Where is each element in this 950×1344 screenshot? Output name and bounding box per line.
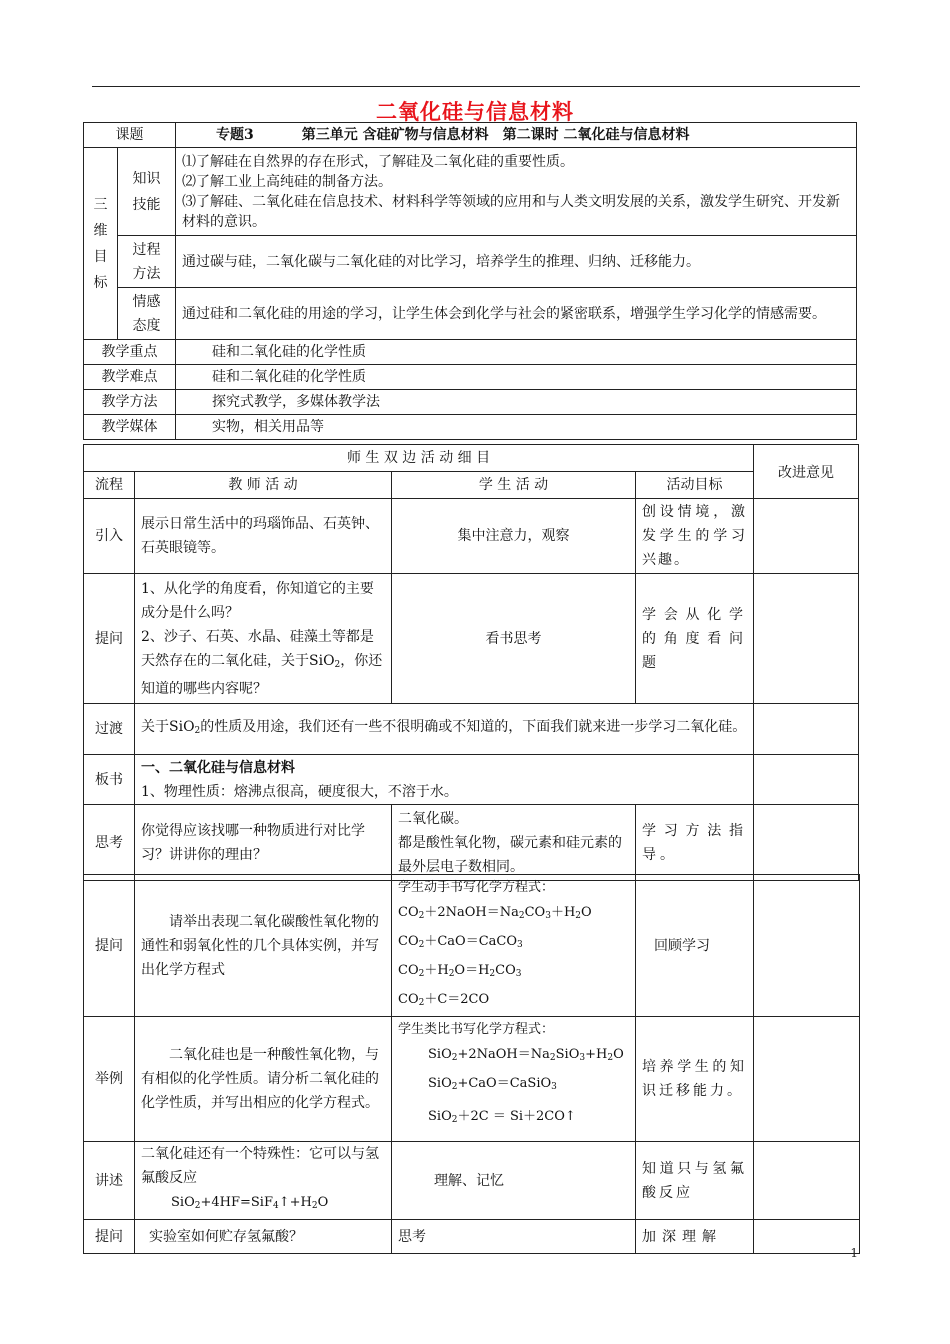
info-value: 探究式教学，多媒体教学法: [176, 390, 857, 415]
equation: $CO_2+H_2O=H_2CO_3$: [398, 963, 522, 979]
step-label: 提问: [84, 1220, 135, 1254]
teacher-activity: 你觉得应该找哪一种物质进行对比学习？讲讲你的理由？: [135, 805, 392, 881]
equation: $SiO_2+4HF=SiF_4↑+H_2O$: [171, 1195, 329, 1211]
col-teacher: 教 师 活 动: [135, 472, 392, 499]
student-activity: 思考: [392, 1220, 636, 1254]
col-flow: 流程: [84, 472, 135, 499]
goal-emotion-row: [84, 288, 857, 340]
page-title: 二氧化硅与信息材料: [376, 100, 574, 124]
student-intro: 学生动手书写化学方程式：: [398, 880, 555, 895]
activity-table: [83, 444, 859, 881]
activity-title: 师 生 双 边 活 动 细 目: [84, 445, 754, 472]
activity-goal: 知道只与氢氟酸反应: [636, 1142, 754, 1220]
step-label: 讲述: [84, 1142, 135, 1220]
info-label: 教学难点: [84, 365, 176, 390]
col-goal: 活动目标: [636, 472, 754, 499]
activity-row-board: [84, 755, 859, 805]
knowledge-label: 知识技能: [118, 148, 176, 236]
student-answer: 二氧化碳。: [398, 810, 468, 827]
board-content: [135, 755, 754, 805]
activity-goal: 创设情境，激发学生的学习兴趣。: [636, 499, 754, 574]
activity-goal: 回顾学习: [636, 875, 754, 1017]
board-heading: 一、二氧化硅与信息材料: [141, 759, 295, 776]
improve-cell: [754, 1142, 860, 1220]
improve-cell: [754, 704, 859, 755]
lesson-overview-table: [83, 122, 857, 440]
improve-cell: [754, 1220, 860, 1254]
activity-row-question-2: [84, 875, 860, 1017]
question-text: 2、沙子、石英、水晶、硅藻土等都是天然存在的二氧化硅，关于SiO: [141, 628, 374, 669]
process-text: 通过碳与硅，二氧化碳与二氧化硅的对比学习，培养学生的推理、归纳、迁移能力。: [176, 236, 857, 288]
activity-goal: 学会从化学的角度看问题: [636, 574, 754, 704]
activity-header-row: [84, 472, 859, 499]
knowledge-item: ⑵了解工业上高纯硅的制备方法。: [182, 173, 392, 190]
info-value: 实物，相关用品等: [176, 415, 857, 440]
student-intro: 学生类比书写化学方程式：: [398, 1022, 555, 1037]
improve-cell: [754, 875, 860, 1017]
knowledge-item: ⑶了解硅、二氧化硅在信息技术、材料科学等领域的应用和与人类文明发展的关系，激发学生研究、开发新材料的意识。: [182, 193, 840, 230]
header-rule: [92, 86, 860, 87]
student-activity: 集中注意力，观察: [392, 499, 636, 574]
improve-label: 改进意见: [754, 445, 859, 499]
improve-cell: [754, 574, 859, 704]
step-label: 举例: [84, 1017, 135, 1142]
teacher-text: 二氧化硅还有一个特殊性：它可以与氢氟酸反应: [141, 1146, 379, 1186]
equation: $CO_2+CaO=CaCO_3$: [398, 934, 523, 950]
goal-process-row: [84, 236, 857, 288]
improve-cell: [754, 499, 859, 574]
student-activity: 理解、记忆: [392, 1142, 636, 1220]
activity-goal: 培养学生的知识迁移能力。: [636, 1017, 754, 1142]
goals-group-label: 三维目标: [84, 148, 118, 340]
course-row: [84, 123, 857, 148]
step-label: 过渡: [84, 704, 135, 755]
equation: $SiO_2+2NaOH=Na_2SiO_3+H_2O$: [428, 1047, 624, 1063]
teacher-activity: 请举出表现二氧化碳酸性氧化物的通性和弱氧化性的几个具体实例，并写出化学方程式: [135, 875, 392, 1017]
activity-row-example: [84, 1017, 860, 1142]
activity-goal: 加深理解: [636, 1220, 754, 1254]
teacher-question: [141, 625, 385, 701]
knowledge-content: [176, 148, 857, 236]
teacher-activity: [135, 574, 392, 704]
info-label: 教学方法: [84, 390, 176, 415]
equation: SiO$_2$＋2C ＝ Si＋2CO↑: [428, 1109, 576, 1125]
improve-cell: [754, 805, 859, 881]
info-row: [84, 365, 857, 390]
activity-row-think: [84, 805, 859, 881]
info-label: 教学重点: [84, 340, 176, 365]
step-label: 思考: [84, 805, 135, 881]
activity-row-intro: [84, 499, 859, 574]
info-row: [84, 340, 857, 365]
activity-row-lecture: [84, 1142, 860, 1220]
course-topic: 专题3: [216, 127, 254, 143]
equation: $CO_2+C=2CO$: [398, 992, 490, 1008]
subscript: 2: [334, 659, 341, 670]
col-student: 学 生 活 动: [392, 472, 636, 499]
equation: SiO$_2$+CaO＝CaSiO$_3$: [428, 1076, 557, 1092]
step-label: 板书: [84, 755, 135, 805]
step-label: 提问: [84, 875, 135, 1017]
activity-table-continued: [83, 874, 860, 1254]
course-title: [176, 123, 857, 148]
activity-row-question-3: [84, 1220, 860, 1254]
emotion-label: 情感态度: [118, 288, 176, 340]
transition-part: 的性质及用途，我们还有一些不很明确或不知道的，下面我们就来进一步学习二氧化硅。: [200, 719, 747, 735]
step-label: 提问: [84, 574, 135, 704]
student-equations: [392, 875, 636, 1017]
student-answer: 都是酸性氧化物，碳元素和硅元素的最外层电子数相同。: [398, 834, 622, 875]
activity-row-transition: [84, 704, 859, 755]
info-row: [84, 390, 857, 415]
course-lesson: 第二课时 二氧化硅与信息材料: [502, 127, 690, 143]
info-label: 教学媒体: [84, 415, 176, 440]
transition-text: [135, 704, 754, 755]
activity-row-question: [84, 574, 859, 704]
improve-cell: [754, 755, 859, 805]
equation: $CO_2+2NaOH=Na_2CO_3+H_2O$: [398, 905, 592, 921]
transition-part: 关于SiO: [141, 719, 195, 735]
student-activity: 看书思考: [392, 574, 636, 704]
question-text: ，你还知道的哪些内容呢？: [141, 652, 383, 697]
activity-title-row: [84, 445, 859, 472]
board-line: 1、物理性质：熔沸点很高，硬度很大，不溶于水。: [141, 783, 458, 800]
course-label: 课题: [84, 123, 176, 148]
course-unit: 第三单元 含硅矿物与信息材料: [301, 127, 489, 143]
goal-knowledge-row: [84, 148, 857, 236]
page-number: 1: [850, 1246, 858, 1260]
emotion-text: 通过硅和二氧化硅的用途的学习，让学生体会到化学与社会的紧密联系，增强学生学习化学的情感需要。: [176, 288, 857, 340]
activity-goal: 学习方法指导。: [636, 805, 754, 881]
improve-cell: [754, 1017, 860, 1142]
teacher-activity: 实验室如何贮存氢氟酸？: [135, 1220, 392, 1254]
info-value: 硅和二氧化硅的化学性质: [176, 340, 857, 365]
teacher-activity: 二氧化硅也是一种酸性氧化物，与有相似的化学性质。请分析二氧化硅的化学性质，并写出相应的化学方程式。: [135, 1017, 392, 1142]
subscript: 2: [194, 726, 201, 736]
student-activity: [392, 805, 636, 881]
info-row: [84, 415, 857, 440]
teacher-question: 1、从化学的角度看，你知道它的主要成分是什么吗？: [141, 580, 374, 621]
teacher-activity: [135, 1142, 392, 1220]
step-label: 引入: [84, 499, 135, 574]
process-label: 过程方法: [118, 236, 176, 288]
teacher-activity: 展示日常生活中的玛瑙饰品、石英钟、石英眼镜等。: [135, 499, 392, 574]
knowledge-item: ⑴了解硅在自然界的存在形式，了解硅及二氧化硅的重要性质。: [182, 153, 574, 170]
student-equations: [392, 1017, 636, 1142]
info-value: 硅和二氧化硅的化学性质: [176, 365, 857, 390]
